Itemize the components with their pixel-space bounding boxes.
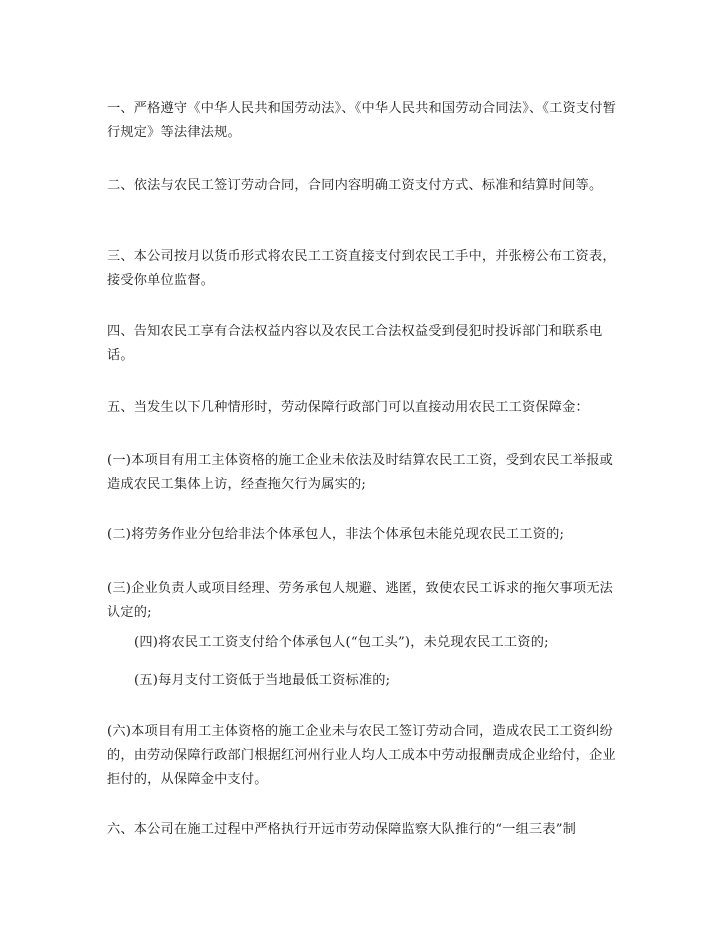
paragraph-2: 二、依法与农民工签订劳动合同，合同内容明确工资支付方式、标准和结算时间等。 — [107, 178, 603, 193]
clause-4: (四)将农民工工资支付给个体承包人(“包工头”)，未兑现农民工工资的; — [134, 635, 549, 650]
paragraph-4: 四、告知农民工享有合法权益内容以及农民工合法权益受到侵犯时投诉部门和联系电话。 — [107, 324, 603, 363]
clause-6: (六)本项目有用工主体资格的施工企业未与农民工签订劳动合同，造成农民工工资纠纷的，由劳动保障行政部门根据红河州行业人均人工成本中劳动报酬责成企业给付，企业拒付的，从保障金中支付。 — [107, 724, 616, 787]
clause-3: (三)企业负责人或项目经理、劳务承包人规避、逃匿，致使农民工诉求的拖欠事项无法认定的; — [107, 581, 614, 620]
paragraph-5: 五、当发生以下几种情形时，劳动保障行政部门可以直接动用农民工工资保障金： — [107, 400, 589, 415]
paragraph-1: 一、严格遵守《中华人民共和国劳动法》、《中华人民共和国劳动合同法》、《工资支付暂行规定》等法律法规。 — [107, 101, 617, 140]
paragraph-6: 六、本公司在施工过程中严格执行开远市劳动保障监察大队推行的“一组三表”制 — [107, 822, 577, 837]
clause-2: (二)将劳务作业分包给非法个体承包人，非法个体承包未能兑现农民工工资的; — [107, 527, 565, 542]
clause-1: (一)本项目有用工主体资格的施工企业未依法及时结算农民工工资，受到农民工举报或造成农民工集体上访，经查拖欠行为属实的; — [107, 453, 614, 492]
clause-5: (五)每月支付工资低于当地最低工资标准的; — [134, 673, 391, 688]
paragraph-3: 三、本公司按月以货币形式将农民工工资直接支付到农民工手中，并张榜公布工资表，接受你单位监督。 — [107, 249, 616, 288]
